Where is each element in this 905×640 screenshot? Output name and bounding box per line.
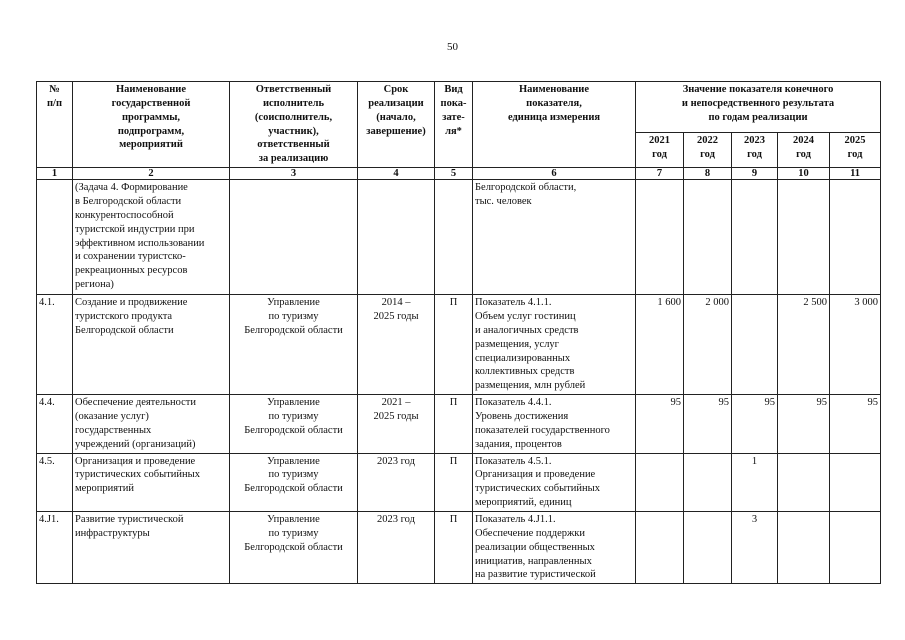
row-period: 2023 год xyxy=(358,453,435,511)
row-indicator: Белгородской области, тыс. человек xyxy=(473,180,636,295)
row-value-2024 xyxy=(778,512,830,584)
row-value-2022 xyxy=(684,453,732,511)
row-value-2022 xyxy=(684,180,732,295)
table-row xyxy=(37,395,881,453)
row-num: 4.1. xyxy=(37,295,73,395)
row-indicator: Показатель 4.1.1. Объем услуг гостиниц и аналогичных средств размещения, услуг специализированных коллективных средств размещения, млн рублей xyxy=(473,295,636,395)
column-number: 11 xyxy=(830,168,881,180)
row-type: П xyxy=(435,295,473,395)
column-number-row xyxy=(37,168,881,180)
header-values-group: Значение показателя конечного и непосредственного результата по годам реализации xyxy=(636,82,881,133)
row-type: П xyxy=(435,512,473,584)
row-num xyxy=(37,180,73,295)
header-year-2025: 2025 год xyxy=(830,133,881,168)
column-number: 8 xyxy=(684,168,732,180)
row-value-2025 xyxy=(830,512,881,584)
page-number: 50 xyxy=(447,41,458,53)
row-value-2025: 95 xyxy=(830,395,881,453)
header-period: Срок реализации (начало, завершение) xyxy=(358,82,435,168)
row-period xyxy=(358,180,435,295)
row-executor: Управление по туризму Белгородской области xyxy=(230,295,358,395)
row-value-2023: 3 xyxy=(732,512,778,584)
table-row xyxy=(37,512,881,584)
column-number: 6 xyxy=(473,168,636,180)
row-value-2021 xyxy=(636,180,684,295)
header-indicator-name: Наименование показателя, единица измерения xyxy=(473,82,636,168)
column-number: 4 xyxy=(358,168,435,180)
row-value-2021 xyxy=(636,512,684,584)
column-number: 5 xyxy=(435,168,473,180)
row-value-2023 xyxy=(732,295,778,395)
row-value-2025 xyxy=(830,180,881,295)
row-indicator: Показатель 4.5.1. Организация и проведение туристических событийных мероприятий, единиц xyxy=(473,453,636,511)
row-value-2025: 3 000 xyxy=(830,295,881,395)
row-value-2021: 95 xyxy=(636,395,684,453)
row-value-2022: 95 xyxy=(684,395,732,453)
column-number: 10 xyxy=(778,168,830,180)
row-indicator: Показатель 4.4.1. Уровень достижения показателей государственного задания, процентов xyxy=(473,395,636,453)
header-year-2023: 2023 год xyxy=(732,133,778,168)
table-row xyxy=(37,453,881,511)
row-value-2024: 2 500 xyxy=(778,295,830,395)
row-value-2023: 95 xyxy=(732,395,778,453)
table-row xyxy=(37,295,881,395)
row-period: 2014 – 2025 годы xyxy=(358,295,435,395)
row-type: П xyxy=(435,453,473,511)
row-period: 2023 год xyxy=(358,512,435,584)
header-year-2021: 2021 год xyxy=(636,133,684,168)
table-row xyxy=(37,180,881,295)
row-value-2024: 95 xyxy=(778,395,830,453)
row-indicator: Показатель 4.J1.1. Обеспечение поддержки реализации общественных инициатив, направленных на развитие туристической xyxy=(473,512,636,584)
row-value-2023: 1 xyxy=(732,453,778,511)
row-value-2022: 2 000 xyxy=(684,295,732,395)
row-type: П xyxy=(435,395,473,453)
row-name: (Задача 4. Формирование в Белгородской области конкурентоспособной туристской индустрии при эффективном использовании и сохранении туристско- рекреационных ресурсов региона) xyxy=(73,180,230,295)
column-number: 9 xyxy=(732,168,778,180)
row-name: Организация и проведение туристических событийных мероприятий xyxy=(73,453,230,511)
row-name: Обеспечение деятельности (оказание услуг) государственных учреждений (организаций) xyxy=(73,395,230,453)
row-value-2024 xyxy=(778,453,830,511)
row-num: 4.5. xyxy=(37,453,73,511)
column-number: 7 xyxy=(636,168,684,180)
row-value-2024 xyxy=(778,180,830,295)
header-year-2024: 2024 год xyxy=(778,133,830,168)
row-executor: Управление по туризму Белгородской области xyxy=(230,512,358,584)
column-number: 2 xyxy=(73,168,230,180)
row-value-2022 xyxy=(684,512,732,584)
row-value-2021: 1 600 xyxy=(636,295,684,395)
row-value-2025 xyxy=(830,453,881,511)
row-value-2023 xyxy=(732,180,778,295)
table-header-row xyxy=(37,82,881,133)
row-num: 4.J1. xyxy=(37,512,73,584)
header-year-2022: 2022 год xyxy=(684,133,732,168)
row-executor xyxy=(230,180,358,295)
header-indicator-type: Вид пока- зате- ля* xyxy=(435,82,473,168)
row-name: Развитие туристической инфраструктуры xyxy=(73,512,230,584)
column-number: 3 xyxy=(230,168,358,180)
row-period: 2021 – 2025 годы xyxy=(358,395,435,453)
row-type xyxy=(435,180,473,295)
indicators-table xyxy=(36,81,881,584)
row-value-2021 xyxy=(636,453,684,511)
header-executor: Ответственный исполнитель (соисполнитель, участник), ответственный за реализацию xyxy=(230,82,358,168)
header-program-name: Наименование государственной программы, подпрограмм, мероприятий xyxy=(73,82,230,168)
row-name: Создание и продвижение туристского продукта Белгородской области xyxy=(73,295,230,395)
header-num: № п/п xyxy=(37,82,73,168)
row-executor: Управление по туризму Белгородской области xyxy=(230,453,358,511)
row-executor: Управление по туризму Белгородской области xyxy=(230,395,358,453)
column-number: 1 xyxy=(37,168,73,180)
row-num: 4.4. xyxy=(37,395,73,453)
